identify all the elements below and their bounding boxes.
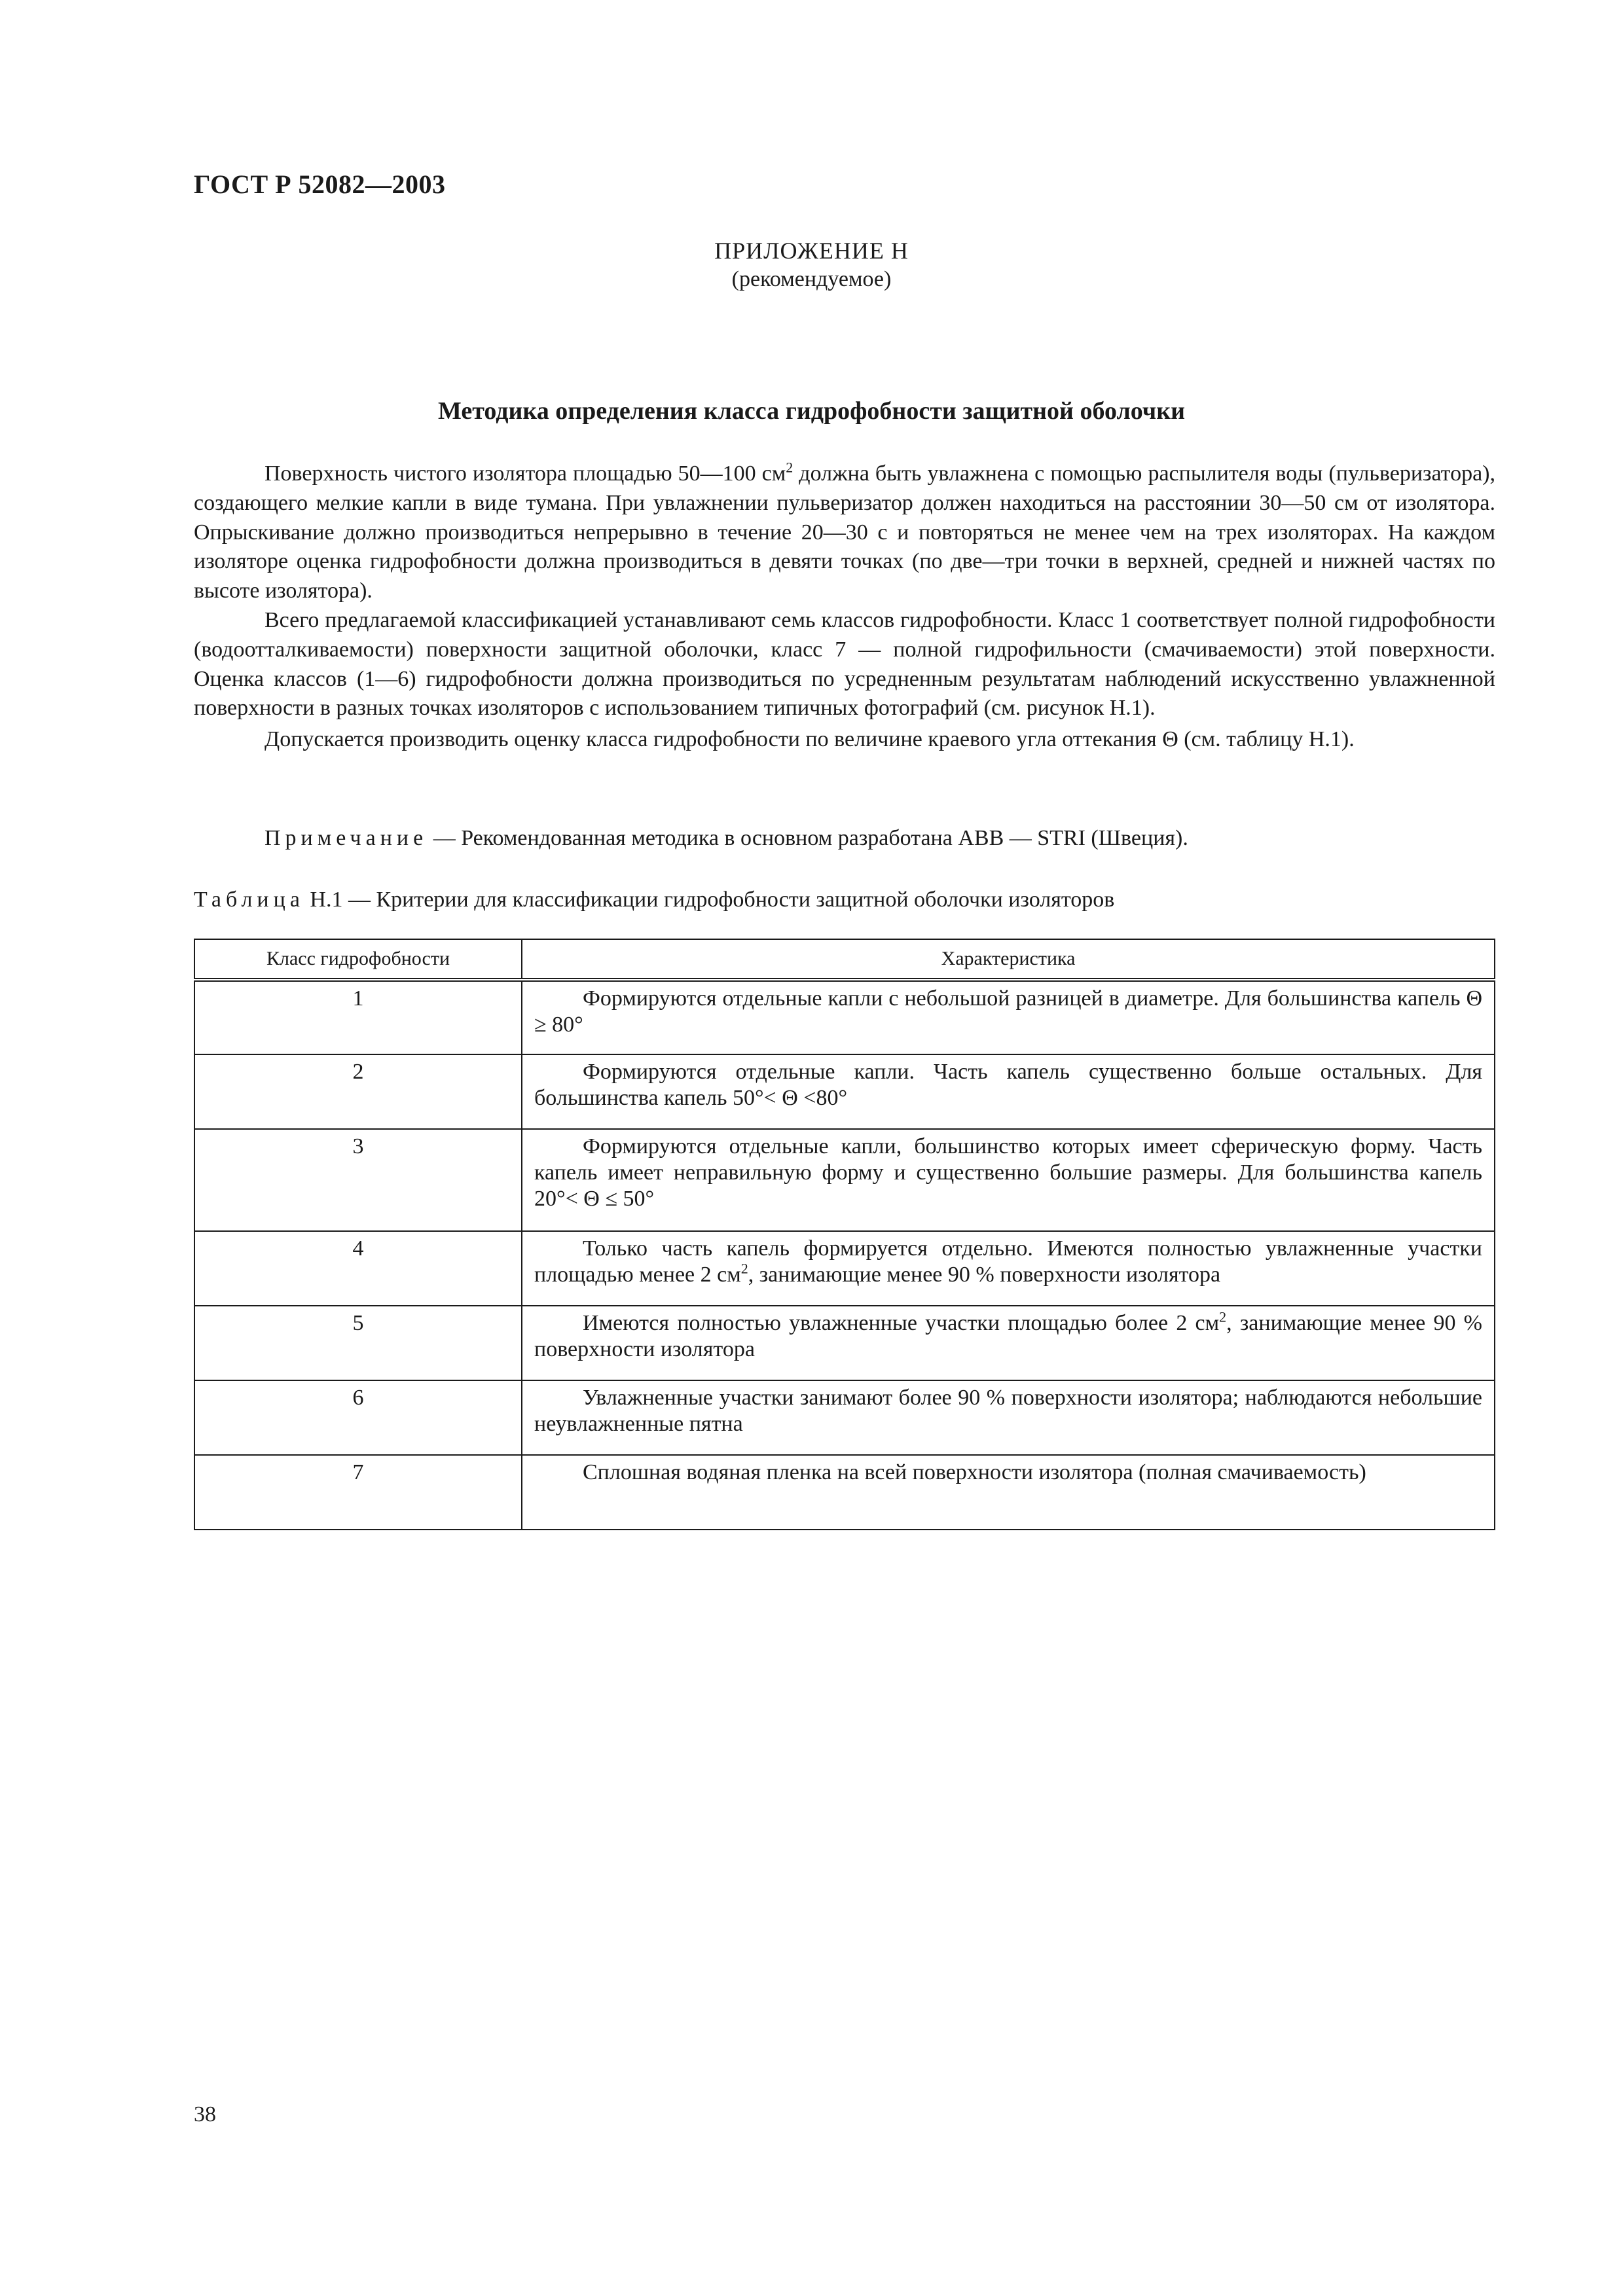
table-row: [194, 1380, 1495, 1455]
table-row: [194, 1054, 1495, 1129]
characteristic-cell: [522, 1231, 1495, 1306]
characteristic-text-b: , занимающие менее 90 % поверхности изолятора: [748, 1263, 1221, 1287]
characteristic-text-b: , занимающие менее 90 % поверхности изолятора: [534, 1311, 1483, 1361]
characteristic-superscript: 2: [1219, 1308, 1227, 1325]
header-class: Класс гидрофобности: [194, 939, 522, 980]
characteristic-text: Формируются отдельные капли, большинство которых имеет сферическую форму. Часть капель имеет неправильную форму и существенно большие размеры. Для большинства капель 20°< Θ ≤ 50°: [534, 1134, 1482, 1211]
paragraph-1-superscript: 2: [786, 459, 793, 476]
characteristic-text: Увлажненные участки занимают более 90 % поверхности изолятора; наблюдаются небольшие неувлажненные пятна: [534, 1386, 1482, 1436]
class-cell: 1: [194, 980, 522, 1054]
criteria-table: [194, 939, 1495, 1530]
paragraph-2: Всего предлагаемой классификацией устанавливают семь классов гидрофобности. Класс 1 соответствует полной гидрофобности (водоотталкиваемости) поверхности защитной оболочки, класс 7 — полной гидрофильности (смачиваемости) этой поверхности. Оценка классов (1—6) гидрофобности должна производиться по усредненным результатам наблюдений искусственно увлажненной поверхности в разных точках изоляторов с использованием типичных фотографий (см. рисунок Н.1).: [194, 607, 1495, 721]
paragraph-1-text-a: Поверхность чистого изолятора площадью 50—100 см: [264, 461, 786, 486]
table-header-row: [194, 939, 1495, 980]
characteristic-cell: [522, 1054, 1495, 1129]
table-row: [194, 1231, 1495, 1306]
table-row: [194, 1306, 1495, 1380]
paragraph-1: [194, 459, 1495, 606]
class-cell: 7: [194, 1455, 522, 1530]
note-label: Примечание: [264, 826, 428, 850]
characteristic-superscript: 2: [740, 1260, 748, 1277]
table-row: [194, 1455, 1495, 1530]
characteristic-text: Формируются отдельные капли. Часть капель существенно больше остальных. Для большинства капель 50°< Θ <80°: [534, 1060, 1482, 1110]
class-cell: 5: [194, 1306, 522, 1380]
characteristic-text: Сплошная водяная пленка на всей поверхности изолятора (полная смачиваемость): [583, 1460, 1366, 1484]
class-cell: 4: [194, 1231, 522, 1306]
characteristic-cell: [522, 1129, 1495, 1231]
characteristic-text-a: Имеются полностью увлажненные участки площадью более 2 см: [583, 1311, 1220, 1335]
paragraph-1-text-b: должна быть увлажнена с помощью распылителя воды (пульверизатора), создающего мелкие капли в виде тумана. При увлажнении пульверизатор должен находиться на расстоянии 30—50 см от изолятора. Опрыскивание должно производиться непрерывно в течение 20—30 с и повторяться не менее чем на трех изоляторах. На каждом изоляторе оценка гидрофобности должна производиться в девяти точках (по две—три точки в верхней, средней и нижней частях по высоте изолятора).: [194, 461, 1495, 603]
body-text: [194, 459, 1495, 755]
characteristic-cell: [522, 1306, 1495, 1380]
table-caption: [194, 888, 1114, 912]
characteristic-cell: [522, 1380, 1495, 1455]
gost-header: ГОСТ Р 52082—2003: [194, 170, 446, 199]
table-caption-text: Н.1 — Критерии для классификации гидрофобности защитной оболочки изоляторов: [304, 888, 1115, 912]
page-number: 38: [194, 2102, 216, 2126]
table-row: [194, 1129, 1495, 1231]
class-cell: 2: [194, 1054, 522, 1129]
class-cell: 6: [194, 1380, 522, 1455]
characteristic-cell: [522, 980, 1495, 1054]
method-title: Методика определения класса гидрофобности защитной оболочки: [437, 397, 1186, 425]
appendix-title: ПРИЛОЖЕНИЕ Н: [714, 238, 909, 264]
characteristic-cell: [522, 1455, 1495, 1530]
note-text: — Рекомендованная методика в основном разработана АВВ — STRI (Швеция).: [428, 826, 1188, 850]
appendix-subtitle: (рекомендуемое): [731, 267, 892, 291]
note: [264, 826, 1188, 851]
characteristic-text-a: Только часть капель формируется отдельно. Имеются полностью увлажненные участки площадью менее 2 см: [534, 1236, 1482, 1287]
characteristic-text: Формируются отдельные капли с небольшой разницей в диаметре. Для большинства капель Θ ≥ 80°: [534, 986, 1482, 1037]
class-cell: 3: [194, 1129, 522, 1231]
table-row: [194, 980, 1495, 1054]
header-characteristic: Характеристика: [522, 939, 1495, 980]
paragraph-3: Допускается производить оценку класса гидрофобности по величине краевого угла оттекания Θ (см. таблицу Н.1).: [264, 727, 1355, 752]
table-caption-label: Таблица: [194, 888, 304, 912]
